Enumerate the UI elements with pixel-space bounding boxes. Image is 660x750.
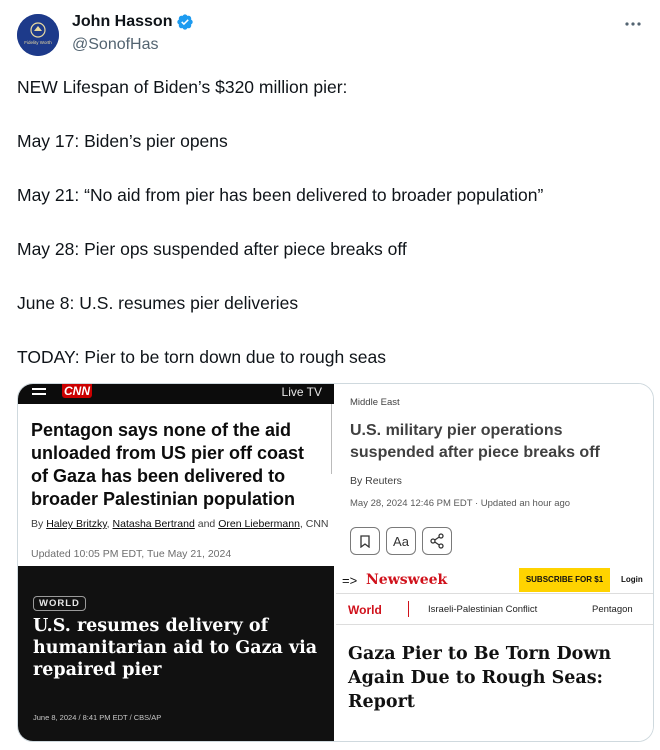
menu-arrow-icon: =>: [342, 573, 358, 588]
reuters-screenshot[interactable]: [336, 384, 654, 564]
newsweek-divider: [336, 624, 654, 625]
nav-conflict: Israeli-Palestinian Conflict: [428, 604, 538, 615]
avatar-text: Fidelity Worth: [24, 40, 52, 45]
bookmark-icon: [350, 527, 380, 555]
cbs-headline: U.S. resumes delivery of humanitarian aid to Gaza via repaired pier: [33, 616, 318, 680]
tweet-text: [17, 74, 643, 398]
cbs-date: June 8, 2024 / 8:41 PM EDT / CBS/AP: [33, 713, 162, 722]
tweet-header: [17, 12, 643, 62]
subscribe-button: SUBSCRIBE FOR $1: [519, 568, 610, 592]
nav-world: World: [348, 603, 382, 617]
cnn-screenshot[interactable]: [18, 384, 334, 564]
media-grid[interactable]: [17, 383, 654, 742]
newsweek-topbar: [336, 566, 654, 594]
nav-pentagon: Pentagon: [592, 604, 633, 615]
newsweek-logo: Newsweek: [366, 572, 448, 588]
cnn-divider: [331, 404, 332, 474]
share-icon: [422, 527, 452, 555]
display-name[interactable]: John Hasson: [72, 13, 173, 30]
tweet-line: May 21: “No aid from pier has been delivered to broader population”: [17, 185, 544, 205]
cbs-section-badge: WORLD: [33, 596, 86, 611]
cnn-topbar: [18, 384, 334, 404]
reuters-actions: [350, 527, 458, 555]
newsweek-screenshot[interactable]: [336, 566, 654, 742]
reuters-headline: U.S. military pier operations suspended after piece breaks off: [350, 422, 600, 461]
tweet-line: NEW Lifespan of Biden’s $320 million pier:: [17, 77, 348, 97]
login-link: Login: [621, 575, 643, 584]
newsweek-nav: [336, 595, 654, 623]
cnn-updated: Updated 10:05 PM EDT, Tue May 21, 2024: [31, 548, 232, 560]
more-options-icon[interactable]: [623, 14, 643, 34]
cnn-author: Haley Britzky: [46, 518, 107, 530]
avatar[interactable]: [17, 14, 59, 56]
cnn-byline: [31, 517, 331, 531]
reuters-date: May 28, 2024 12:46 PM EDT · Updated an hour ago: [350, 498, 571, 509]
reuters-kicker: Middle East: [350, 397, 400, 408]
user-handle[interactable]: @SonofHas: [72, 36, 159, 53]
cnn-headline: Pentagon says none of the aid unloaded from US pier off coast of Gaza has been delivered to broader Palestinian population: [31, 420, 305, 509]
cnn-outlet: , CNN: [299, 518, 329, 530]
cnn-comma: ,: [106, 518, 110, 530]
fidelity-worth-logo-icon: [17, 14, 59, 56]
cnn-and: and: [197, 518, 216, 530]
newsweek-headline: Gaza Pier to Be Torn Down Again Due to Rough Seas: Report: [348, 644, 612, 712]
cnn-by-prefix: By: [31, 518, 44, 530]
name-row: [72, 13, 194, 31]
cnn-logo: CNN: [64, 384, 90, 398]
hamburger-menu-icon: [32, 388, 46, 400]
cnn-author: Oren Liebermann: [218, 518, 300, 530]
nav-separator: [408, 601, 409, 617]
cbs-screenshot[interactable]: [18, 566, 334, 742]
tweet-line: June 8: U.S. resumes pier deliveries: [17, 293, 299, 313]
tweet-line: TODAY: Pier to be torn down due to rough seas: [17, 347, 387, 367]
tweet-line: May 17: Biden’s pier opens: [17, 131, 228, 151]
cnn-author: Natasha Bertrand: [112, 518, 195, 530]
reuters-byline: By Reuters: [350, 475, 402, 487]
tweet-line: May 28: Pier ops suspended after piece breaks off: [17, 239, 407, 259]
cnn-live-tv: Live TV: [281, 385, 322, 399]
font-size-button: Aa: [386, 527, 416, 555]
verified-badge-icon: [176, 13, 194, 31]
